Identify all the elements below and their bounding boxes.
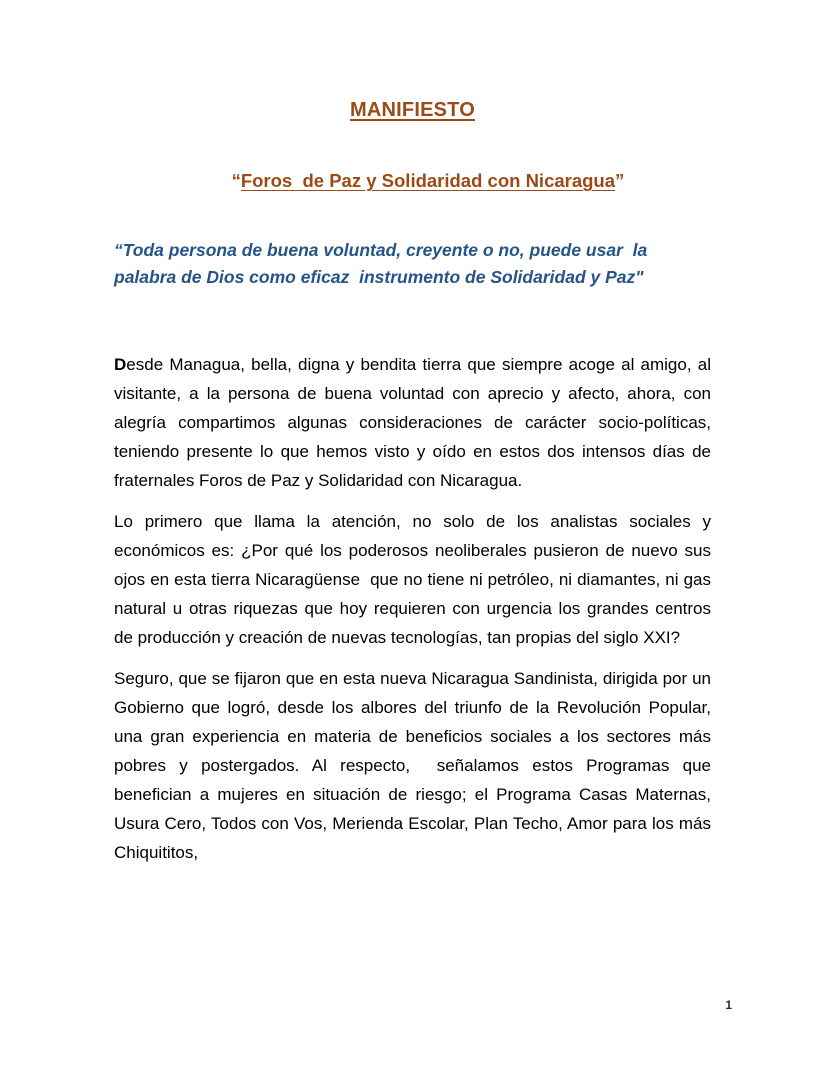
subtitle-text: Foros de Paz y Solidaridad con Nicaragua (240, 170, 616, 192)
page-title-text: MANIFIESTO (350, 99, 475, 121)
paragraph-text: esde Managua, bella, digna y bendita tierra que siempre acoge al amigo, al visitante, a la persona de buena voluntad con aprecio y afecto, ahora, con alegría compartimos algunas consideraciones de carácter socio-políticas, teniendo presente lo que hemos visto y oído en estos dos intensos días de fraternales Foros de Paz y Solidaridad con Nicaragua. (114, 355, 716, 491)
subtitle-open-quote: “ (231, 170, 241, 192)
document-content (114, 0, 721, 867)
paragraph-text: Lo primero que llama la atención, no solo de los analistas sociales y económicos es: ¿Por qué los poderosos neoliberales pusieron de nuevo sus ojos en esta tierra Nicaragüense que no tiene ni petróleo, ni diamantes, ni gas natural u otras riquezas que hoy requieren con urgencia los grandes centros de producción y creación de nuevas tecnologías, tan propias del siglo XXI? (114, 512, 716, 648)
body-paragraph-2 (114, 507, 716, 652)
subtitle-close-quote: ” (615, 170, 625, 192)
document-subtitle (114, 146, 711, 215)
body-paragraph-1 (114, 350, 716, 495)
paragraph-text: Seguro, que se fijaron que en esta nueva Nicaragua Sandinista, dirigida por un Gobierno que logró, desde los albores del triunfo de la Revolución Popular, una gran experiencia en materia de beneficios sociales a los sectores más pobres y postergados. Al respecto, señalamos estos Programas que benefician a mujeres en situación de riesgo; el Programa Casas Maternas, Usura Cero, Todos con Vos, Merienda Escolar, Plan Techo, Amor para los más Chiquititos, (114, 669, 721, 863)
page-title (114, 98, 711, 122)
paragraph-dropcap: D (114, 355, 127, 375)
document-epigraph: “Toda persona de buena voluntad, creyente o no, puede usar la palabra de Dios como eficaz instrumento de Solidaridad y Paz" (114, 240, 653, 288)
page-number: 1 (725, 998, 732, 1012)
body-paragraph-3 (114, 664, 721, 867)
